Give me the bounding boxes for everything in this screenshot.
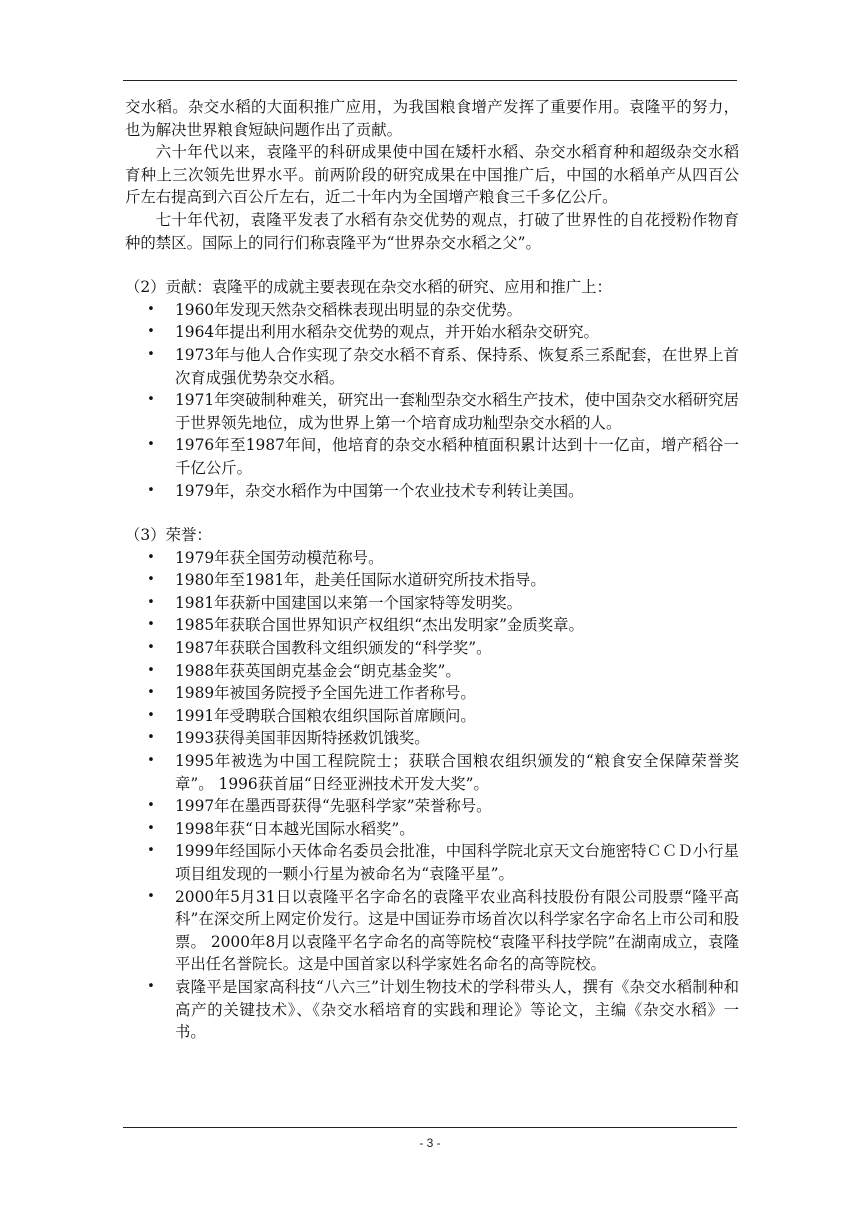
- bullet-icon: •: [147, 685, 155, 701]
- contributions-heading: （2）贡献：袁隆平的成就主要表现在杂交水稻的研究、应用和推广上：: [125, 278, 612, 297]
- list-item: • 1991年受聘联合国粮农组织国际首席顾问。: [125, 705, 739, 728]
- bullet-icon: •: [147, 978, 155, 994]
- list-item: • 1995年被选为中国工程院院士；获联合国粮农组织颁发的“粮食安全保障荣誉奖章”。 1996获首届“日经亚洲技术开发大奖”。: [125, 750, 739, 795]
- header-rule: [123, 80, 737, 81]
- bullet-icon: •: [147, 437, 155, 453]
- body-paragraph: 七十年代初，袁隆平发表了水稻有杂交优势的观点，打破了世界性的自花授粉作物育种的禁区。国际上的同行们称袁隆平为“世界杂交水稻之父”。: [125, 210, 739, 252]
- bullet-icon: •: [147, 707, 155, 723]
- footer-rule: [123, 1127, 737, 1128]
- page-number: - 3 -: [419, 1136, 441, 1150]
- list-item: • 1976年至1987年间，他培育的杂交水稻种植面积累计达到十一亿亩，增产稻谷一千亿公斤。: [125, 434, 739, 479]
- bullet-icon: •: [147, 843, 155, 859]
- list-item: • 1980年至1981年，赴美任国际水道研究所技术指导。: [125, 569, 739, 592]
- list-item: • 1997年在墨西哥获得“先驱科学家”荣誉称号。: [125, 795, 739, 818]
- list-item: • 1999年经国际小天体命名委员会批准，中国科学院北京天文台施密特ＣＣＤ小行星项目组发现的一颗小行星为被命名为“袁隆平星”。: [125, 840, 739, 885]
- document-body: [125, 96, 739, 1044]
- list-item: • 1960年发现天然杂交稻株表现出明显的杂交优势。: [125, 299, 739, 322]
- list-item: • 1964年提出利用水稻杂交优势的观点，并开始水稻杂交研究。: [125, 321, 739, 344]
- bullet-icon: •: [147, 662, 155, 678]
- bullet-icon: •: [147, 730, 155, 746]
- bullet-icon: •: [147, 482, 155, 498]
- bullet-icon: •: [147, 798, 155, 814]
- list-item: • 1987年获联合国教科文组织颁发的“科学奖”。: [125, 637, 739, 660]
- body-paragraph: 六十年代以来，袁隆平的科研成果使中国在矮杆水稻、杂交水稻育种和超级杂交水稻育种上三次领先世界水平。前两阶段的研究成果在中国推广后，中国的水稻单产从四百公斤左右提高到六百公斤左右，近二十年内为全国增产粮食三千多亿公斤。: [125, 143, 739, 207]
- list-item: • 袁隆平是国家高科技“八六三”计划生物技术的学科带头人，撰有《杂交水稻制种和高产的关键技术》、《杂交水稻培育的实践和理论》等论文，主编《杂交水稻》一书。: [125, 976, 739, 1044]
- bullet-icon: •: [147, 324, 155, 340]
- list-item: • 1979年获全国劳动模范称号。: [125, 547, 739, 570]
- bullet-icon: •: [147, 572, 155, 588]
- honors-list: [125, 547, 739, 1044]
- bullet-icon: •: [147, 346, 155, 362]
- list-item: • 1988年获英国朗克基金会“朗克基金奖”。: [125, 660, 739, 683]
- bullet-icon: •: [147, 617, 155, 633]
- list-item: • 1981年获新中国建国以来第一个国家特等发明奖。: [125, 592, 739, 615]
- bullet-icon: •: [147, 753, 155, 769]
- bullet-icon: •: [147, 594, 155, 610]
- list-item: • 2000年5月31日以袁隆平名字命名的袁隆平农业高科技股份有限公司股票“隆平高科”在深交所上网定价发行。这是中国证券市场首次以科学家名字命名上市公司和股票。 2000年8月以袁隆平名字命名的高等院校“袁隆平科技学院”在湖南成立，袁隆平出任名誉院长。这是中国首家以科学家姓名命名的高等院校。: [125, 886, 739, 976]
- list-item: • 1993获得美国菲因斯特拯救饥饿奖。: [125, 727, 739, 750]
- bullet-icon: •: [147, 820, 155, 836]
- body-paragraph: 交水稻。杂交水稻的大面积推广应用，为我国粮食增产发挥了重要作用。袁隆平的努力，也为解决世界粮食短缺问题作出了贡献。: [125, 98, 739, 139]
- bullet-icon: •: [147, 301, 155, 317]
- bullet-icon: •: [147, 640, 155, 656]
- list-item: • 1998年获“日本越光国际水稻奖”。: [125, 818, 739, 841]
- bullet-icon: •: [147, 888, 155, 904]
- list-item: • 1979年，杂交水稻作为中国第一个农业技术专利转让美国。: [125, 480, 739, 503]
- bullet-icon: •: [147, 392, 155, 408]
- list-item: • 1985年获联合国世界知识产权组织“杰出发明家”金质奖章。: [125, 614, 739, 637]
- bullet-icon: •: [147, 549, 155, 565]
- list-item: • 1973年与他人合作实现了杂交水稻不育系、保持系、恢复系三系配套，在世界上首次育成强优势杂交水稻。: [125, 344, 739, 389]
- honors-heading: （3）荣誉：: [125, 526, 212, 545]
- list-item: • 1989年被国务院授予全国先进工作者称号。: [125, 682, 739, 705]
- contributions-list: [125, 299, 739, 502]
- list-item: • 1971年突破制种难关，研究出一套籼型杂交水稻生产技术，使中国杂交水稻研究居于世界领先地位，成为世界上第一个培育成功籼型杂交水稻的人。: [125, 389, 739, 434]
